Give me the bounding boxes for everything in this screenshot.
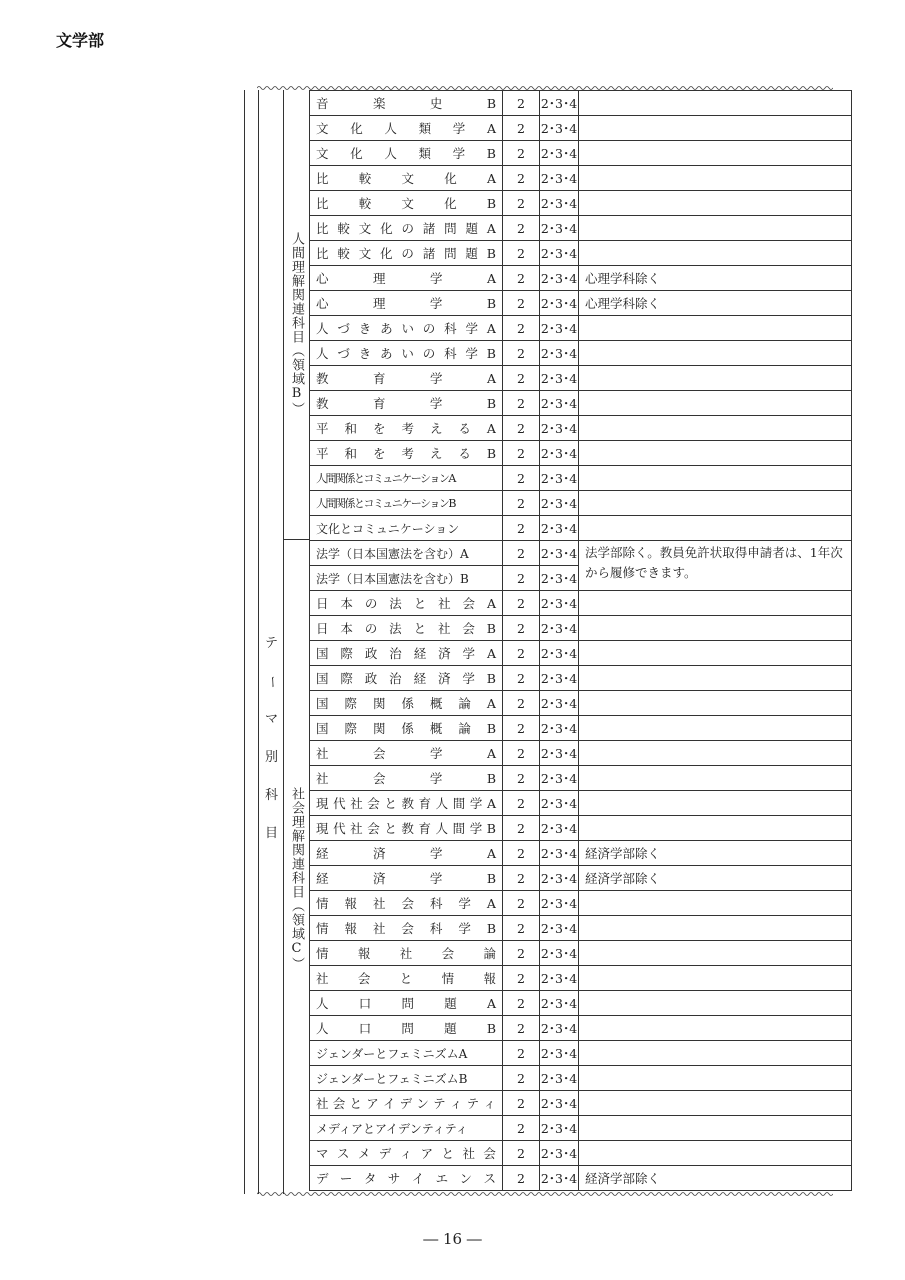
table-row	[310, 616, 852, 641]
table-row	[310, 1016, 852, 1041]
course-name-cell	[310, 566, 503, 591]
table-row	[310, 591, 852, 616]
course-note	[579, 316, 852, 341]
course-credit: 2	[503, 316, 540, 341]
course-credit: 2	[503, 516, 540, 541]
course-name: ジェンダーとフェミニズムA	[316, 1046, 468, 1061]
course-year: 2･3･4	[540, 741, 579, 766]
course-credit: 2	[503, 241, 540, 266]
course-note	[579, 1066, 852, 1091]
course-credit: 2	[503, 1116, 540, 1141]
course-name: 国 際 関 係 概 論 B	[316, 720, 496, 736]
table-row	[310, 741, 852, 766]
course-name-cell	[310, 91, 503, 116]
course-credit: 2	[503, 291, 540, 316]
course-year: 2･3･4	[540, 791, 579, 816]
table-row	[310, 841, 852, 866]
course-note	[579, 366, 852, 391]
table-row	[310, 766, 852, 791]
table-row	[310, 1091, 852, 1116]
course-note	[579, 641, 852, 666]
table-row	[310, 416, 852, 441]
category-b-label: 人間理解関連科目（領域B）	[289, 232, 304, 416]
course-note	[579, 241, 852, 266]
course-name-cell	[310, 1091, 503, 1116]
course-credit: 2	[503, 791, 540, 816]
table-row	[310, 116, 852, 141]
table-row	[310, 366, 852, 391]
course-name: 法学（日本国憲法を含む）A	[316, 546, 469, 561]
course-name-cell	[310, 366, 503, 391]
course-name-cell	[310, 1141, 503, 1166]
course-year: 2･3･4	[540, 1166, 579, 1191]
course-name: 人間関係とコミュニケーションB	[316, 497, 455, 510]
table-row	[310, 241, 852, 266]
course-year: 2･3･4	[540, 1016, 579, 1041]
course-year: 2･3･4	[540, 416, 579, 441]
course-note	[579, 341, 852, 366]
course-year: 2･3･4	[540, 566, 579, 591]
course-name: 現 代 社 会 と 教 育 人 間 学 B	[316, 820, 496, 836]
course-credit: 2	[503, 866, 540, 891]
course-name: 心 理 学 A	[316, 270, 496, 286]
course-year: 2･3･4	[540, 916, 579, 941]
table-row	[310, 341, 852, 366]
course-name-cell	[310, 616, 503, 641]
table-row	[310, 316, 852, 341]
table-row	[310, 466, 852, 491]
course-year: 2･3･4	[540, 841, 579, 866]
course-note	[579, 891, 852, 916]
course-name-cell	[310, 666, 503, 691]
table-row	[310, 491, 852, 516]
course-name-cell	[310, 816, 503, 841]
course-name: 人 口 問 題 A	[316, 995, 496, 1011]
course-note: 経済学部除く	[579, 1166, 852, 1191]
course-year: 2･3･4	[540, 1041, 579, 1066]
course-name-cell	[310, 1116, 503, 1141]
course-credit: 2	[503, 541, 540, 566]
course-note	[579, 1116, 852, 1141]
course-credit: 2	[503, 691, 540, 716]
course-note	[579, 191, 852, 216]
course-name: 人 づ き あ い の 科 学 B	[316, 345, 496, 361]
course-name: 社 会 学 A	[316, 745, 496, 761]
course-name-cell	[310, 416, 503, 441]
course-credit: 2	[503, 816, 540, 841]
bottom-cut-line	[257, 1191, 833, 1197]
course-note	[579, 1091, 852, 1116]
course-year: 2･3･4	[540, 966, 579, 991]
course-note	[579, 791, 852, 816]
course-year: 2･3･4	[540, 391, 579, 416]
table-row	[310, 391, 852, 416]
course-credit: 2	[503, 116, 540, 141]
category-c-cell	[283, 539, 310, 1194]
theme-char: 目	[264, 826, 278, 841]
course-year: 2･3･4	[540, 591, 579, 616]
course-name: 平 和 を 考 え る A	[316, 420, 496, 436]
table-row	[310, 941, 852, 966]
course-name-cell	[310, 866, 503, 891]
course-name-cell	[310, 466, 503, 491]
course-name-cell	[310, 291, 503, 316]
course-note	[579, 466, 852, 491]
course-name: 社 会 と ア イ デ ン テ ィ テ ィ	[316, 1096, 496, 1111]
course-year: 2･3･4	[540, 666, 579, 691]
course-name: 情 報 社 会 論	[316, 946, 496, 961]
course-name: 比 較 文 化 A	[316, 170, 496, 186]
course-credit: 2	[503, 416, 540, 441]
course-credit: 2	[503, 1041, 540, 1066]
course-note	[579, 816, 852, 841]
course-name: 日 本 の 法 と 社 会 B	[316, 620, 496, 636]
course-year: 2･3･4	[540, 866, 579, 891]
course-name-cell	[310, 641, 503, 666]
theme-char: 科	[264, 788, 278, 803]
course-credit: 2	[503, 916, 540, 941]
course-credit: 2	[503, 591, 540, 616]
course-name: 平 和 を 考 え る B	[316, 445, 496, 461]
course-credit: 2	[503, 616, 540, 641]
course-name-cell	[310, 391, 503, 416]
table-row	[310, 891, 852, 916]
course-note	[579, 941, 852, 966]
course-year: 2･3･4	[540, 166, 579, 191]
course-credit: 2	[503, 491, 540, 516]
table-row	[310, 91, 852, 116]
course-credit: 2	[503, 1066, 540, 1091]
course-name: 社 会 学 B	[316, 770, 496, 786]
course-note: 心理学科除く	[579, 291, 852, 316]
course-note	[579, 91, 852, 116]
course-note	[579, 1141, 852, 1166]
course-year: 2･3･4	[540, 1141, 579, 1166]
course-year: 2･3･4	[540, 91, 579, 116]
course-year: 2･3･4	[540, 441, 579, 466]
course-note	[579, 416, 852, 441]
table-row	[310, 916, 852, 941]
course-name: ジェンダーとフェミニズムB	[316, 1071, 468, 1086]
course-name: 心 理 学 B	[316, 295, 496, 311]
course-note	[579, 441, 852, 466]
course-name-cell	[310, 516, 503, 541]
table-row	[310, 1066, 852, 1091]
course-credit: 2	[503, 716, 540, 741]
course-credit: 2	[503, 266, 540, 291]
course-name-cell	[310, 141, 503, 166]
course-year: 2･3･4	[540, 341, 579, 366]
course-note	[579, 991, 852, 1016]
course-note: 経済学部除く	[579, 866, 852, 891]
table-row	[310, 291, 852, 316]
course-note	[579, 216, 852, 241]
course-name: 比 較 文 化 の 諸 問 題 B	[316, 245, 496, 261]
course-year: 2･3･4	[540, 291, 579, 316]
course-credit: 2	[503, 391, 540, 416]
course-note	[579, 141, 852, 166]
course-name-cell	[310, 966, 503, 991]
category-b-cell	[283, 90, 310, 540]
course-year: 2･3･4	[540, 216, 579, 241]
course-name: 音 楽 史 B	[316, 95, 496, 111]
course-credit: 2	[503, 841, 540, 866]
course-credit: 2	[503, 1091, 540, 1116]
theme-char: 別	[264, 750, 278, 765]
course-year: 2･3･4	[540, 141, 579, 166]
table-row	[310, 266, 852, 291]
course-year: 2･3･4	[540, 991, 579, 1016]
course-name-cell	[310, 716, 503, 741]
course-name: 文 化 人 類 学 B	[316, 145, 496, 161]
page-header-faculty: 文学部	[56, 31, 105, 50]
course-credit: 2	[503, 991, 540, 1016]
course-year: 2･3･4	[540, 816, 579, 841]
course-note	[579, 1016, 852, 1041]
course-note	[579, 916, 852, 941]
course-name: マ ス メ デ ィ ア と 社 会	[316, 1146, 496, 1161]
course-credit: 2	[503, 341, 540, 366]
course-name: 情 報 社 会 科 学 A	[316, 895, 496, 911]
table-row	[310, 191, 852, 216]
course-name-cell	[310, 541, 503, 566]
course-year: 2･3･4	[540, 1066, 579, 1091]
course-year: 2･3･4	[540, 691, 579, 716]
course-name-cell	[310, 991, 503, 1016]
course-note	[579, 591, 852, 616]
course-name: 国 際 政 治 経 済 学 A	[316, 645, 496, 661]
course-year: 2･3･4	[540, 316, 579, 341]
course-year: 2･3･4	[540, 891, 579, 916]
table-row	[310, 716, 852, 741]
course-credit: 2	[503, 1016, 540, 1041]
table-row	[310, 166, 852, 191]
course-credit: 2	[503, 466, 540, 491]
course-credit: 2	[503, 741, 540, 766]
course-note	[579, 516, 852, 541]
course-name-cell	[310, 116, 503, 141]
course-name-cell	[310, 941, 503, 966]
course-name-cell	[310, 1016, 503, 1041]
course-name: 人 口 問 題 B	[316, 1020, 496, 1036]
course-year: 2･3･4	[540, 466, 579, 491]
course-note	[579, 491, 852, 516]
course-name: 日 本 の 法 と 社 会 A	[316, 595, 496, 611]
course-name: 教 育 学 B	[316, 395, 496, 411]
course-note	[579, 666, 852, 691]
course-name-cell	[310, 691, 503, 716]
course-year: 2･3･4	[540, 941, 579, 966]
theme-char: テ	[264, 636, 278, 651]
table-row	[310, 541, 852, 566]
course-note	[579, 1041, 852, 1066]
table-row	[310, 966, 852, 991]
course-note	[579, 391, 852, 416]
course-name: 現 代 社 会 と 教 育 人 間 学 A	[316, 795, 496, 811]
category-c-label: 社会理解関連科目（領域C）	[289, 787, 304, 971]
course-note	[579, 116, 852, 141]
course-name-cell	[310, 1041, 503, 1066]
course-name-cell	[310, 441, 503, 466]
course-name: 文化とコミュニケーション	[316, 521, 460, 536]
course-name-cell	[310, 891, 503, 916]
course-name-cell	[310, 591, 503, 616]
course-name-cell	[310, 841, 503, 866]
table-row	[310, 1041, 852, 1066]
table-row	[310, 1141, 852, 1166]
table-row	[310, 691, 852, 716]
course-year: 2･3･4	[540, 541, 579, 566]
course-year: 2･3･4	[540, 1091, 579, 1116]
course-name-cell	[310, 766, 503, 791]
course-credit: 2	[503, 191, 540, 216]
course-name-cell	[310, 1166, 503, 1191]
course-credit: 2	[503, 666, 540, 691]
course-credit: 2	[503, 166, 540, 191]
course-credit: 2	[503, 91, 540, 116]
theme-label	[259, 625, 284, 853]
course-name: 国 際 関 係 概 論 A	[316, 695, 496, 711]
course-year: 2･3･4	[540, 716, 579, 741]
course-credit: 2	[503, 1141, 540, 1166]
course-name: 比 較 文 化 B	[316, 195, 496, 211]
course-credit: 2	[503, 891, 540, 916]
course-credit: 2	[503, 1166, 540, 1191]
course-name: 経 済 学 B	[316, 870, 496, 886]
course-note	[579, 166, 852, 191]
course-credit: 2	[503, 641, 540, 666]
table-row	[310, 991, 852, 1016]
course-credit: 2	[503, 441, 540, 466]
course-credit: 2	[503, 941, 540, 966]
course-year: 2･3･4	[540, 266, 579, 291]
course-note	[579, 616, 852, 641]
course-name: 人 づ き あ い の 科 学 A	[316, 320, 496, 336]
table-row	[310, 216, 852, 241]
table-row	[310, 641, 852, 666]
course-year: 2･3･4	[540, 191, 579, 216]
course-name-cell	[310, 791, 503, 816]
theme-char: ー	[264, 675, 280, 689]
course-credit: 2	[503, 216, 540, 241]
course-name-cell	[310, 166, 503, 191]
course-name-cell	[310, 341, 503, 366]
table-row	[310, 816, 852, 841]
course-credit: 2	[503, 966, 540, 991]
course-year: 2･3･4	[540, 366, 579, 391]
course-name: 教 育 学 A	[316, 370, 496, 386]
table-row	[310, 441, 852, 466]
course-year: 2･3･4	[540, 241, 579, 266]
course-name: 情 報 社 会 科 学 B	[316, 920, 496, 936]
course-name: 法学（日本国憲法を含む）B	[316, 571, 469, 586]
course-name: 比 較 文 化 の 諸 問 題 A	[316, 220, 496, 236]
table-row	[310, 141, 852, 166]
course-name: 人間関係とコミュニケーションA	[316, 472, 455, 485]
course-name-cell	[310, 316, 503, 341]
course-note	[579, 691, 852, 716]
course-name-cell	[310, 741, 503, 766]
course-note	[579, 716, 852, 741]
course-credit: 2	[503, 766, 540, 791]
table-row	[310, 866, 852, 891]
theme-char: マ	[264, 712, 278, 727]
table-row	[310, 791, 852, 816]
course-credit: 2	[503, 566, 540, 591]
course-name-cell	[310, 216, 503, 241]
course-name: 経 済 学 A	[316, 845, 496, 861]
table-row	[310, 1166, 852, 1191]
course-year: 2･3･4	[540, 641, 579, 666]
course-name-cell	[310, 191, 503, 216]
course-note: 心理学科除く	[579, 266, 852, 291]
page-number: ― 16 ―	[423, 1230, 482, 1248]
course-note: 法学部除く。教員免許状取得申請者は、1年次から履修できます。	[579, 541, 852, 591]
course-note	[579, 966, 852, 991]
course-table	[309, 90, 852, 1191]
course-name: メディアとアイデンティティ	[316, 1121, 468, 1136]
table-row	[310, 1116, 852, 1141]
course-name-cell	[310, 266, 503, 291]
course-name-cell	[310, 1066, 503, 1091]
course-name: 文 化 人 類 学 A	[316, 120, 496, 136]
theme-column	[258, 90, 284, 1194]
table-row	[310, 666, 852, 691]
course-year: 2･3･4	[540, 616, 579, 641]
table-row	[310, 516, 852, 541]
course-name-cell	[310, 916, 503, 941]
course-name: デ ー タ サ イ エ ン ス	[316, 1171, 496, 1186]
outer-margin-line	[244, 90, 245, 1194]
course-name: 社 会 と 情 報	[316, 971, 496, 986]
course-credit: 2	[503, 141, 540, 166]
course-year: 2･3･4	[540, 491, 579, 516]
course-note	[579, 766, 852, 791]
course-note	[579, 741, 852, 766]
course-name-cell	[310, 491, 503, 516]
course-note: 経済学部除く	[579, 841, 852, 866]
course-name: 国 際 政 治 経 済 学 B	[316, 670, 496, 686]
course-year: 2･3･4	[540, 1116, 579, 1141]
course-credit: 2	[503, 366, 540, 391]
course-year: 2･3･4	[540, 516, 579, 541]
course-year: 2･3･4	[540, 116, 579, 141]
course-year: 2･3･4	[540, 766, 579, 791]
course-name-cell	[310, 241, 503, 266]
